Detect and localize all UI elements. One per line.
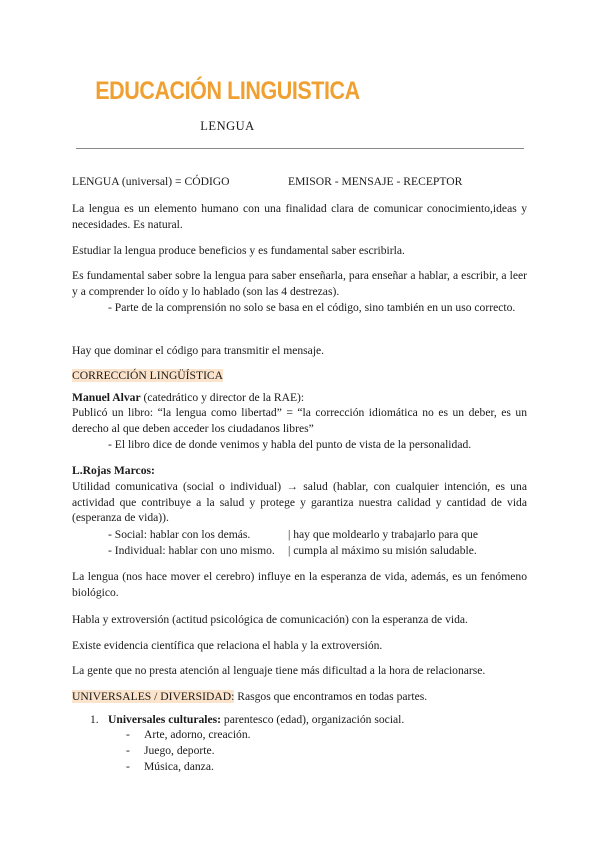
title-divider [76, 148, 524, 149]
dash: - [126, 760, 130, 773]
alvar-role: (catedrático y director de la RAE): [140, 391, 305, 404]
list-item-1 [90, 712, 527, 728]
rojas-individual-right: | cumpla al máximo su misión saludable. [288, 544, 477, 557]
list-item-1-head: Universales culturales: [108, 713, 222, 726]
dash: - [126, 728, 130, 741]
paragraph-4: Hay que dominar el código para transmitir el mensaje. [72, 344, 325, 357]
paragraph-1: La lengua es un elemento humano con una finalidad clara de comunicar conocimiento,ideas y necesidades. Es natural. [72, 202, 527, 231]
codigo-left: LENGUA (universal) = CÓDIGO [72, 175, 230, 188]
paragraph-5: La lengua (nos hace mover el cerebro) influye en la esperanza de vida, además, es un fenómeno biológico. [72, 570, 527, 599]
section-heading-universales-text: UNIVERSALES / DIVERSIDAD: [72, 690, 235, 703]
alvar-text: Publicó un libro: “la lengua como libertad” = “la corrección idiomática no es un deber, es un derecho al que deben acceder los ciudadanos libres” [72, 406, 527, 435]
alvar-heading [72, 390, 527, 406]
paragraph-8: La gente que no presta atención al lenguaje tiene más dificultad a la hora de relacionarse. [72, 664, 486, 677]
dash: - [126, 744, 130, 757]
rojas-social-left: - Social: hablar con los demás. [108, 528, 251, 541]
section-heading-correccion [72, 368, 527, 384]
section-heading-correccion-text: CORRECCIÓN LINGÜÍSTICA [72, 369, 224, 382]
sub-list-item [126, 759, 506, 775]
paragraph-3-sub: - Parte de la comprensión no solo se basa en el código, sino también en un uso correcto. [108, 301, 516, 314]
rojas-social [108, 527, 527, 543]
codigo-right: EMISOR - MENSAJE - RECEPTOR [288, 175, 463, 188]
rojas-social-right: | hay que moldearlo y trabajarlo para que [288, 528, 478, 541]
list-item-1-rest: parentesco (edad), organización social. [221, 713, 405, 726]
list-number: 1. [90, 713, 99, 726]
paragraph-7: Existe evidencia científica que relaciona el habla y la extroversión. [72, 639, 383, 652]
paragraph-2: Estudiar la lengua produce beneficios y es fundamental saber escribirla. [72, 244, 405, 257]
rojas-text: Utilidad comunicativa (social o individual) → salud (hablar, con cualquier intención, es una actividad que contribuye a la salud y protege y garantiza nuestra calidad y cantidad de vida (esperanza de vida)). [72, 480, 527, 524]
codigo-line [72, 174, 527, 190]
rojas-individual-left: - Individual: hablar con uno mismo. [108, 544, 275, 557]
sub-list-item-text: Música, danza. [144, 760, 214, 773]
sub-list-item-text: Arte, adorno, creación. [144, 728, 251, 741]
sub-list-item [126, 727, 506, 743]
paragraph-6: Habla y extroversión (actitud psicológica de comunicación) con la esperanza de vida. [72, 613, 468, 626]
section-heading-universales-rest: Rasgos que encontramos en todas partes. [234, 690, 428, 703]
alvar-sub: - El libro dice de donde venimos y habla del punto de vista de la personalidad. [108, 438, 472, 451]
document-title: EDUCACIÓN LINGUISTICA [95, 77, 360, 105]
rojas-name: L.Rojas Marcos: [72, 464, 155, 477]
sub-list-item-text: Juego, deporte. [144, 744, 215, 757]
section-heading-universales [72, 689, 527, 705]
sub-list-item [126, 743, 506, 759]
document-subtitle: LENGUA [200, 119, 255, 133]
paragraph-3: Es fundamental saber sobre la lengua para saber enseñarla, para enseñar a hablar, a escribir, a leer y a comprender lo oído y lo hablado (son las 4 destrezas). [72, 269, 527, 298]
alvar-name: Manuel Alvar [72, 391, 141, 404]
rojas-individual [108, 543, 527, 559]
